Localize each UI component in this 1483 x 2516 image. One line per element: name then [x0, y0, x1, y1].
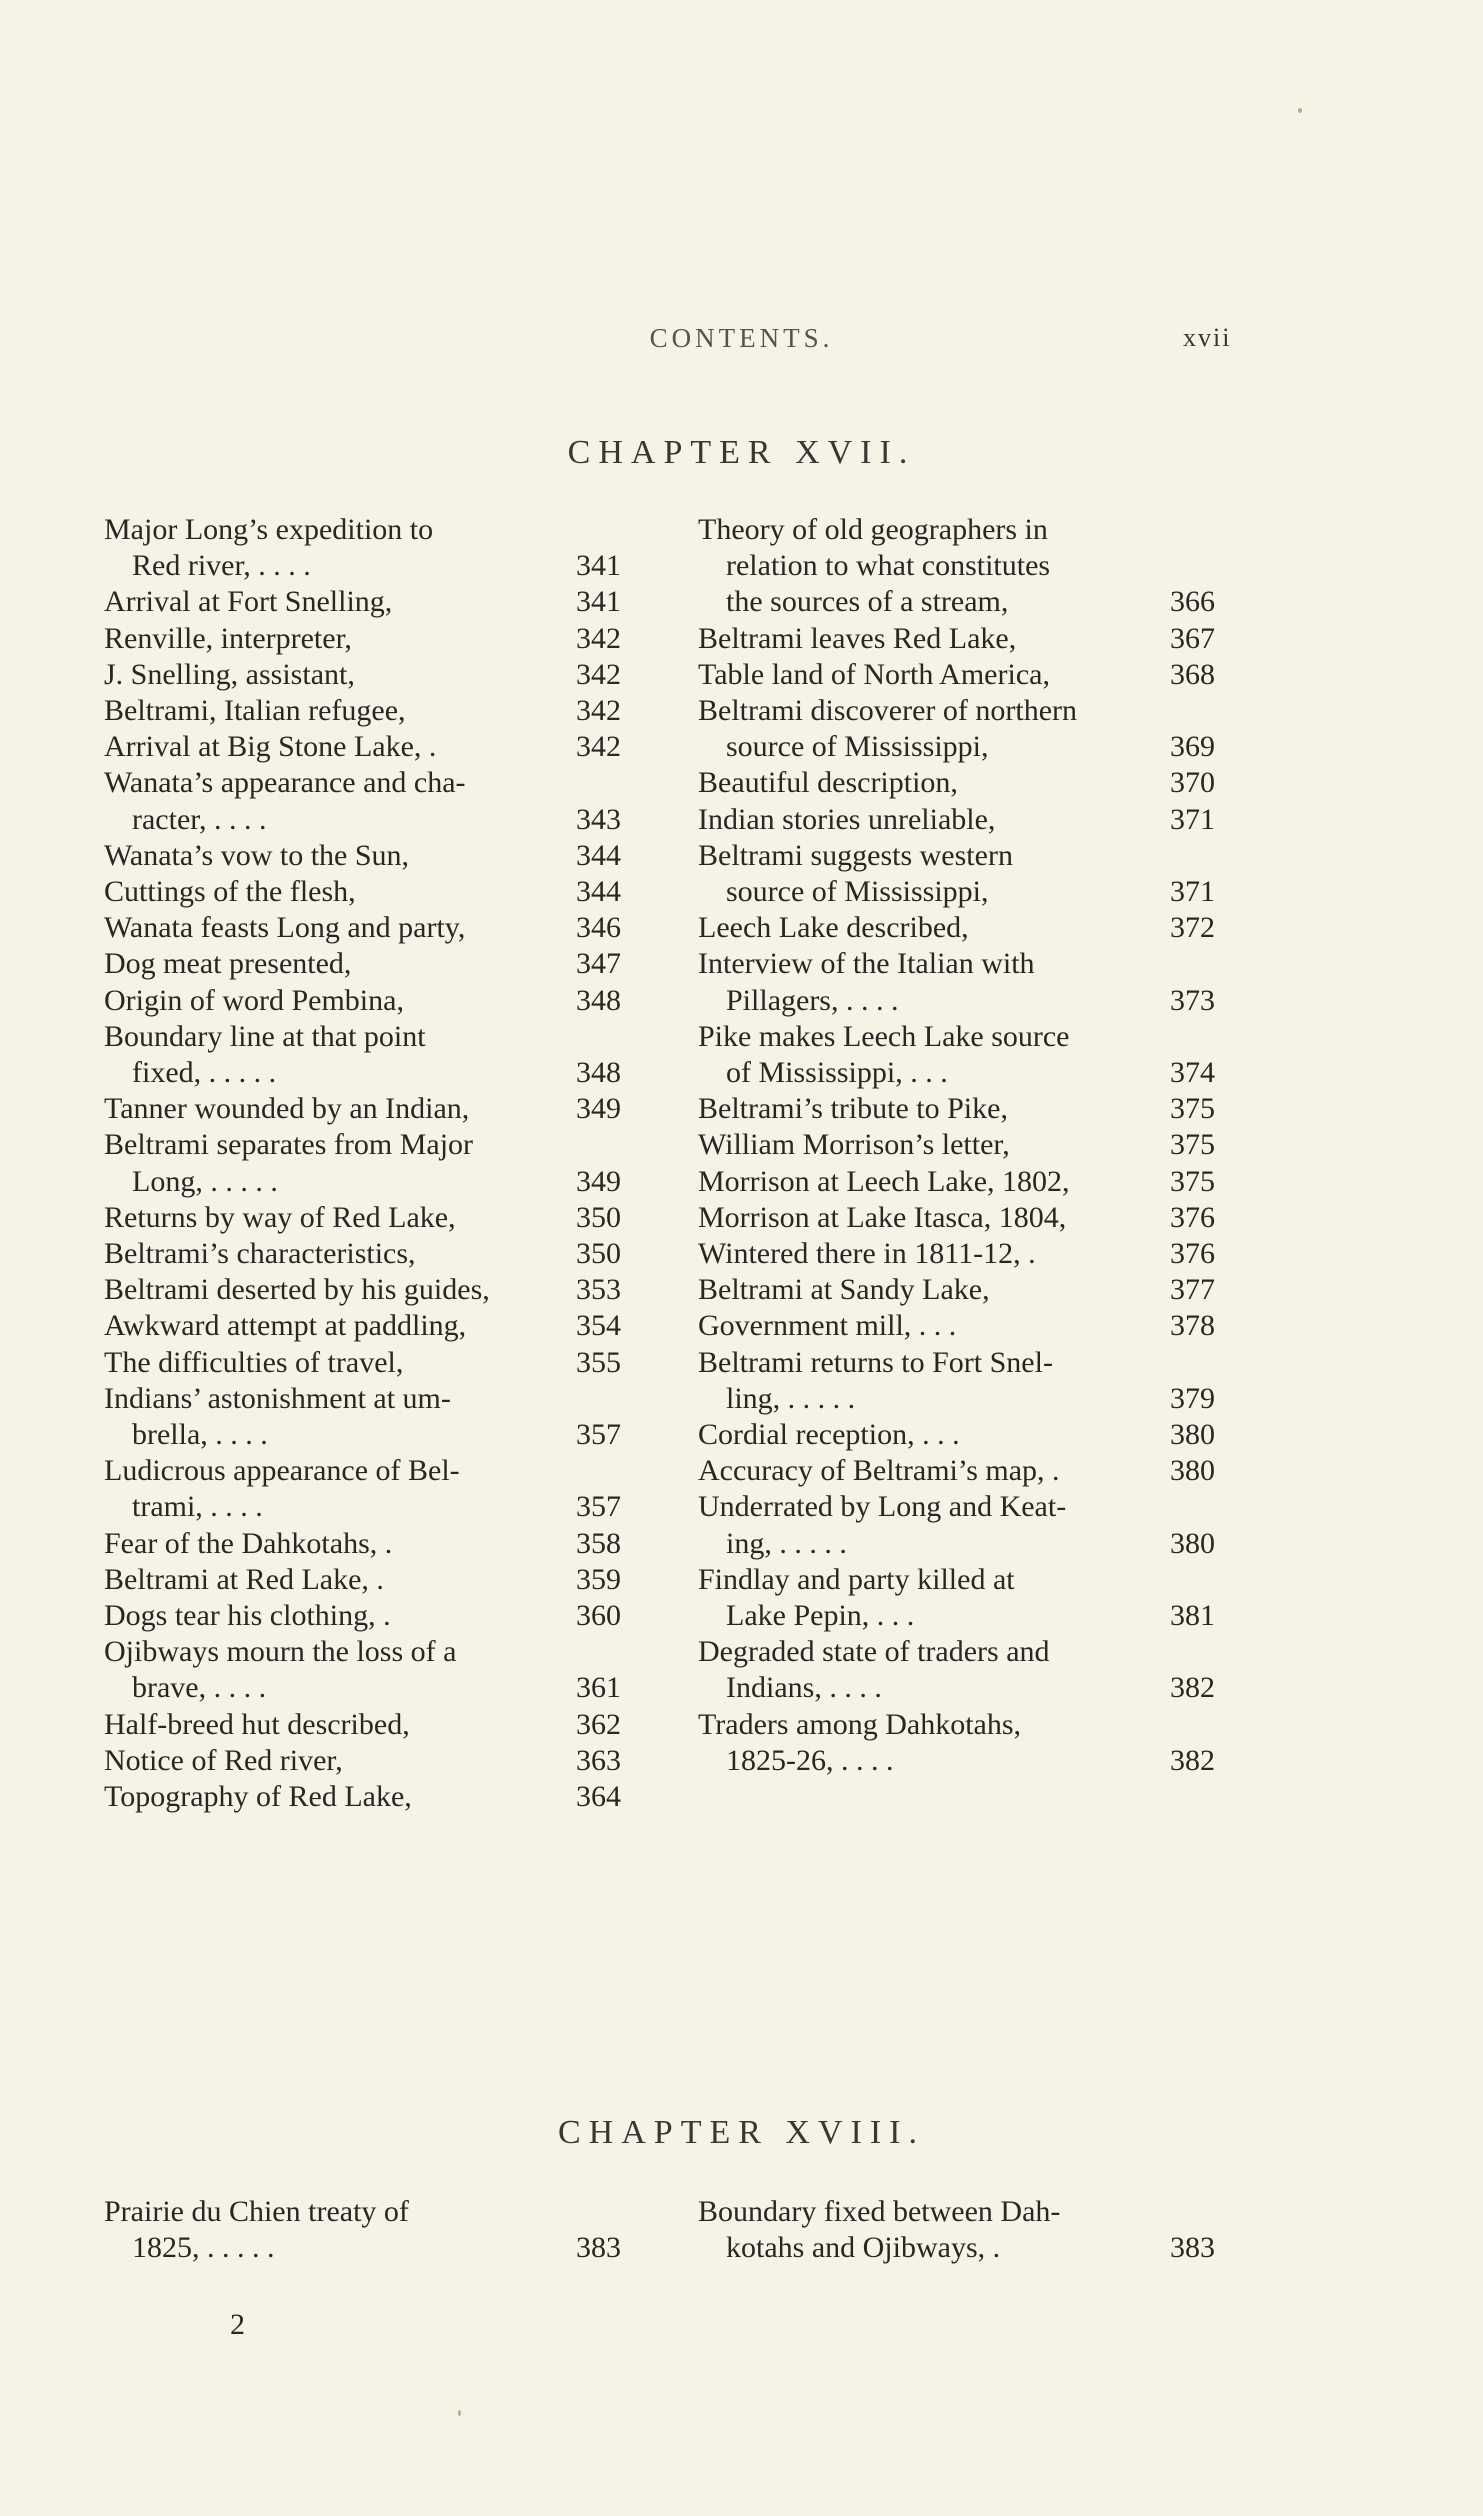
- toc-page-number: [1170, 1453, 1240, 1489]
- page-number-text: 347: [576, 947, 621, 981]
- toc-entry-text: Beltrami deserted by his guides,: [104, 1273, 490, 1307]
- toc-entry-line: [698, 946, 1164, 982]
- toc-entry-line: [104, 1743, 570, 1779]
- toc-entry-line: [698, 657, 1164, 693]
- toc-entry-line: [104, 693, 570, 729]
- toc-entry-text: Half-breed hut described,: [104, 1707, 410, 1741]
- toc-entry-line: [104, 1127, 570, 1163]
- toc-entry-line: [698, 1634, 1164, 1670]
- toc-entry-text: Indians’ astonishment at um-: [104, 1381, 451, 1415]
- toc-entry-text: Accuracy of Beltrami’s map, .: [698, 1454, 1060, 1488]
- toc-page-number: [576, 1236, 646, 1272]
- toc-page-number: [1170, 1200, 1240, 1236]
- toc-page-number: [1170, 1670, 1240, 1706]
- page-number-text: 371: [1170, 875, 1215, 908]
- toc-page-number: [576, 657, 646, 693]
- toc-entry-line: [698, 1707, 1164, 1743]
- toc-entry-line: [698, 512, 1164, 548]
- page-number-text: 376: [1170, 1237, 1215, 1270]
- toc-entry-line: [104, 910, 570, 946]
- toc-entry-text: Long, . . . . .: [132, 1164, 278, 1198]
- page-number-text: 353: [576, 1273, 621, 1307]
- toc-entry-line: [132, 1670, 570, 1706]
- toc-entry-text: J. Snelling, assistant,: [104, 657, 355, 691]
- toc-page-number: [1170, 910, 1240, 946]
- toc-entry-line: [104, 1381, 570, 1417]
- toc-entry-line: [132, 2230, 570, 2266]
- toc-page-number: [1170, 2230, 1240, 2266]
- toc-entry-text: racter, . . . .: [132, 802, 267, 836]
- toc-entry-text: fixed, . . . . .: [132, 1056, 277, 1089]
- toc-page-number: [1170, 657, 1240, 693]
- page-number-text: 346: [576, 911, 621, 945]
- toc-entry-line: [104, 1707, 570, 1743]
- toc-entry-line: [132, 548, 570, 584]
- toc-entry-line: [104, 1345, 570, 1381]
- toc-entry-text: Beautiful description,: [698, 766, 958, 800]
- toc-page-number: [576, 1562, 646, 1598]
- toc-page-number: [1170, 584, 1240, 620]
- toc-entry-text: brella, . . . .: [132, 1418, 268, 1451]
- toc-entry-line: [698, 1200, 1164, 1236]
- page-number-text: 382: [1170, 1671, 1215, 1705]
- toc-page-number: [1170, 802, 1240, 838]
- toc-entry-text: Traders among Dahkotahs,: [698, 1707, 1022, 1741]
- toc-entry-line: [104, 1091, 570, 1127]
- toc-page-number: [576, 1308, 646, 1344]
- toc-entry-text: Returns by way of Red Lake,: [104, 1200, 456, 1234]
- toc-entry-text: Beltrami at Red Lake, .: [104, 1562, 384, 1596]
- toc-page-number: [576, 1670, 646, 1706]
- toc-entry-text: Pike makes Leech Lake source: [698, 1019, 1070, 1053]
- toc-page-number: [576, 983, 646, 1019]
- toc-entry-line: [726, 1526, 1164, 1562]
- toc-page-number: [1170, 983, 1240, 1019]
- toc-page-number: [576, 1526, 646, 1562]
- page-number-text: 344: [576, 875, 621, 908]
- page-number-text: 371: [1170, 802, 1215, 836]
- toc-page-number: [1170, 874, 1240, 910]
- page-number-text: 358: [576, 1526, 621, 1560]
- page-number-text: 348: [576, 1056, 621, 1089]
- toc-entry-text: Beltrami returns to Fort Snel-: [698, 1345, 1053, 1379]
- toc-entry-text: of Mississippi, . . .: [726, 1056, 948, 1089]
- page-number-text: 382: [1170, 1743, 1215, 1777]
- toc-entry-text: Cordial reception, . . .: [698, 1418, 960, 1451]
- page-number-text: 350: [576, 1200, 621, 1234]
- toc-page-number: [1170, 1308, 1240, 1344]
- toc-page-number: [576, 1489, 646, 1525]
- toc-entry-line: [698, 1345, 1164, 1381]
- toc-entry-line: [726, 1055, 1164, 1091]
- toc-page-number: [1170, 1743, 1240, 1779]
- toc-entry-line: [698, 1489, 1164, 1525]
- page-number-text: 342: [576, 730, 621, 764]
- toc-entry-line: [698, 1453, 1164, 1489]
- page-number-text: 380: [1170, 1526, 1215, 1560]
- toc-entry-text: Dogs tear his clothing, .: [104, 1599, 391, 1632]
- toc-page-number: [576, 802, 646, 838]
- toc-page-number: [1170, 729, 1240, 765]
- toc-entry-line: [698, 1019, 1164, 1055]
- toc-entry-text: brave, . . . .: [132, 1671, 267, 1705]
- toc-entry-line: [726, 1743, 1164, 1779]
- toc-entry-line: [698, 1308, 1164, 1344]
- toc-page-number: [1170, 1236, 1240, 1272]
- toc-entry-text: source of Mississippi,: [726, 730, 989, 764]
- toc-entry-line: [698, 1236, 1164, 1272]
- toc-entry-text: Wanata’s appearance and cha-: [104, 766, 466, 800]
- toc-entry-line: [726, 584, 1164, 620]
- toc-entry-line: [132, 802, 570, 838]
- toc-entry-line: [698, 838, 1164, 874]
- toc-page-number: [576, 693, 646, 729]
- page-number-text: 344: [576, 838, 621, 872]
- toc-entry-line: [104, 1272, 570, 1308]
- signature-mark: 2: [230, 2308, 245, 2341]
- toc-entry-text: 1825, . . . . .: [132, 2231, 275, 2265]
- toc-entry-line: [104, 838, 570, 874]
- toc-entry-line: [104, 2194, 570, 2230]
- toc-entry-text: Indian stories unreliable,: [698, 802, 996, 836]
- page-number-text: 349: [576, 1092, 621, 1126]
- toc-page-number: [1170, 1417, 1240, 1453]
- toc-entry-text: Degraded state of traders and: [698, 1635, 1050, 1669]
- page-number-text: 368: [1170, 657, 1215, 691]
- toc-entry-text: The difficulties of travel,: [104, 1345, 404, 1379]
- toc-entry-line: [104, 1562, 570, 1598]
- page-number-text: 375: [1170, 1164, 1215, 1198]
- toc-entry-line: [104, 874, 570, 910]
- toc-entry-line: [726, 1670, 1164, 1706]
- toc-entry-line: [104, 1236, 570, 1272]
- toc-entry-text: Government mill, . . .: [698, 1309, 957, 1343]
- page-number-text: 363: [576, 1743, 621, 1777]
- toc-entry-line: [726, 983, 1164, 1019]
- toc-entry-line: [698, 1272, 1164, 1308]
- toc-entry-text: Cuttings of the flesh,: [104, 875, 356, 908]
- toc-entry-text: Leech Lake described,: [698, 911, 969, 945]
- toc-entry-line: [698, 1127, 1164, 1163]
- toc-page-number: [1170, 1055, 1240, 1091]
- page-number-text: 376: [1170, 1200, 1215, 1234]
- toc-page-number: [1170, 1526, 1240, 1562]
- toc-entry-text: Ludicrous appearance of Bel-: [104, 1454, 460, 1488]
- toc-entry-line: [698, 802, 1164, 838]
- toc-page-number: [576, 1417, 646, 1453]
- toc-page-number: [576, 729, 646, 765]
- page-number-text: 360: [576, 1599, 621, 1632]
- paper-speck: [1298, 108, 1302, 113]
- toc-entry-line: [104, 729, 570, 765]
- toc-entry-line: [104, 946, 570, 982]
- toc-entry-line: [132, 1055, 570, 1091]
- toc-page-number: [576, 1200, 646, 1236]
- toc-page-number: [1170, 1598, 1240, 1634]
- toc-entry-text: Red river, . . . .: [132, 549, 311, 583]
- toc-page-number: [576, 621, 646, 657]
- toc-entry-line: [104, 1453, 570, 1489]
- page-number-text: 354: [576, 1309, 621, 1343]
- toc-entry-text: source of Mississippi,: [726, 875, 989, 908]
- page-number-text: 366: [1170, 585, 1215, 619]
- toc-entry-text: Renville, interpreter,: [104, 621, 352, 655]
- toc-entry-line: [132, 1164, 570, 1200]
- toc-entry-text: Topography of Red Lake,: [104, 1780, 412, 1813]
- toc-entry-text: Theory of old geographers in: [698, 513, 1048, 546]
- toc-entry-text: Beltrami suggests western: [698, 838, 1013, 872]
- toc-entry-text: William Morrison’s letter,: [698, 1128, 1010, 1162]
- toc-page-number: [1170, 621, 1240, 657]
- page-number-text: 372: [1170, 911, 1215, 945]
- toc-entry-line: [726, 2230, 1164, 2266]
- toc-entry-line: [104, 1598, 570, 1634]
- toc-entry-text: Origin of word Pembina,: [104, 983, 404, 1017]
- paper-speck: [458, 2410, 461, 2416]
- toc-entry-text: Wanata feasts Long and party,: [104, 911, 466, 945]
- page-number-text: 380: [1170, 1454, 1215, 1488]
- toc-entry-text: Beltrami at Sandy Lake,: [698, 1273, 990, 1307]
- toc-entry-text: relation to what constitutes: [726, 549, 1051, 583]
- toc-page-number: [576, 838, 646, 874]
- toc-entry-line: [698, 765, 1164, 801]
- page-number-text: 341: [576, 549, 621, 583]
- toc-page-number: [576, 1707, 646, 1743]
- page-number-text: 373: [1170, 983, 1215, 1017]
- page-number-text: 378: [1170, 1309, 1215, 1343]
- page-number-text: 370: [1170, 766, 1215, 800]
- toc-entry-line: [104, 1019, 570, 1055]
- toc-entry-text: ling, . . . . .: [726, 1381, 856, 1415]
- toc-entry-line: [698, 1417, 1164, 1453]
- page-number-text: 374: [1170, 1056, 1215, 1089]
- toc-entry-text: Beltrami separates from Major: [104, 1128, 474, 1162]
- toc-page-number: [576, 1345, 646, 1381]
- toc-entry-text: Table land of North America,: [698, 657, 1050, 691]
- toc-entry-line: [698, 693, 1164, 729]
- page-number-text: 349: [576, 1164, 621, 1198]
- toc-entry-text: kotahs and Ojibways, .: [726, 2231, 1001, 2265]
- toc-entry-line: [132, 1417, 570, 1453]
- toc-entry-text: Fear of the Dahkotahs, .: [104, 1526, 393, 1560]
- toc-page-number: [576, 1779, 646, 1815]
- page-number-text: 381: [1170, 1599, 1215, 1632]
- page-folio: xvii: [1183, 323, 1232, 352]
- page-number-text: 375: [1170, 1092, 1215, 1126]
- toc-page-number: [1170, 1091, 1240, 1127]
- toc-page-number: [576, 1272, 646, 1308]
- page-number-text: 379: [1170, 1381, 1215, 1415]
- page-number-text: 342: [576, 657, 621, 691]
- toc-entry-text: Beltrami, Italian refugee,: [104, 694, 406, 727]
- page-number-text: 375: [1170, 1128, 1215, 1162]
- toc-entry-text: 1825-26, . . . .: [726, 1743, 894, 1777]
- toc-page-number: [576, 2230, 646, 2266]
- toc-page-number: [576, 548, 646, 584]
- toc-page-number: [1170, 1164, 1240, 1200]
- page-number-text: 343: [576, 802, 621, 836]
- toc-entry-line: [726, 1598, 1164, 1634]
- toc-entry-text: Notice of Red river,: [104, 1743, 343, 1777]
- page-number-text: 342: [576, 621, 621, 655]
- page-number-text: 364: [576, 1780, 621, 1813]
- toc-entry-text: Beltrami’s tribute to Pike,: [698, 1092, 1008, 1126]
- toc-entry-text: Arrival at Fort Snelling,: [104, 585, 393, 619]
- toc-entry-line: [726, 1381, 1164, 1417]
- toc-entry-text: the sources of a stream,: [726, 585, 1009, 619]
- page-number-text: 350: [576, 1237, 621, 1270]
- page-number-text: 377: [1170, 1273, 1215, 1307]
- toc-entry-text: trami, . . . .: [132, 1490, 263, 1524]
- toc-entry-line: [104, 584, 570, 620]
- toc-entry-text: Indians, . . . .: [726, 1671, 882, 1705]
- toc-entry-line: [698, 1164, 1164, 1200]
- toc-entry-line: [104, 1200, 570, 1236]
- toc-entry-text: Boundary line at that point: [104, 1019, 426, 1053]
- page-number-text: 357: [576, 1490, 621, 1524]
- page-number-text: 359: [576, 1562, 621, 1596]
- toc-entry-line: [104, 1779, 570, 1815]
- toc-entry-text: Morrison at Lake Itasca, 1804,: [698, 1200, 1067, 1234]
- toc-entry-line: [104, 1634, 570, 1670]
- toc-page-number: [576, 946, 646, 982]
- toc-entry-line: [698, 621, 1164, 657]
- toc-entry-text: Prairie du Chien treaty of: [104, 2195, 409, 2228]
- toc-entry-line: [698, 1091, 1164, 1127]
- toc-entry-line: [104, 621, 570, 657]
- toc-entry-text: Major Long’s expedition to: [104, 513, 434, 546]
- toc-entry-text: Findlay and party killed at: [698, 1562, 1015, 1596]
- toc-page-number: [576, 1091, 646, 1127]
- toc-entry-line: [104, 1308, 570, 1344]
- toc-entry-line: [104, 657, 570, 693]
- toc-page-number: [1170, 1127, 1240, 1163]
- toc-page-number: [1170, 1381, 1240, 1417]
- page-number-text: 367: [1170, 621, 1215, 655]
- toc-page-number: [576, 910, 646, 946]
- running-title: CONTENTS.: [649, 323, 834, 353]
- toc-entry-line: [104, 983, 570, 1019]
- page-number-text: 357: [576, 1418, 621, 1451]
- chapter-heading-18: CHAPTER XVIII.: [558, 2114, 925, 2151]
- page-number-text: 362: [576, 1707, 621, 1741]
- toc-page-number: [1170, 765, 1240, 801]
- toc-page-number: [576, 874, 646, 910]
- toc-entry-text: Boundary fixed between Dah-: [698, 2195, 1061, 2228]
- toc-entry-text: Interview of the Italian with: [698, 947, 1035, 981]
- toc-entry-line: [104, 765, 570, 801]
- toc-entry-text: Ojibways mourn the loss of a: [104, 1635, 457, 1669]
- toc-entry-text: Morrison at Leech Lake, 1802,: [698, 1164, 1070, 1198]
- toc-entry-text: Pillagers, . . . .: [726, 983, 899, 1017]
- toc-entry-text: Underrated by Long and Keat-: [698, 1490, 1067, 1524]
- toc-entry-text: Beltrami leaves Red Lake,: [698, 621, 1017, 655]
- page-number-text: 383: [1170, 2231, 1215, 2265]
- page-number-text: 361: [576, 1671, 621, 1705]
- toc-entry-text: Lake Pepin, . . .: [726, 1599, 915, 1632]
- toc-page-number: [1170, 1272, 1240, 1308]
- toc-entry-line: [104, 512, 570, 548]
- toc-page-number: [576, 1743, 646, 1779]
- toc-entry-line: [726, 548, 1164, 584]
- toc-entry-text: Arrival at Big Stone Lake, .: [104, 730, 437, 764]
- toc-entry-line: [698, 1562, 1164, 1598]
- page-number-text: 355: [576, 1345, 621, 1379]
- toc-entry-line: [698, 910, 1164, 946]
- page-number-text: 348: [576, 983, 621, 1017]
- page-number-text: 369: [1170, 730, 1215, 764]
- page-number-text: 380: [1170, 1418, 1215, 1451]
- toc-entry-line: [104, 1526, 570, 1562]
- toc-page-number: [576, 1055, 646, 1091]
- toc-page-number: [576, 1598, 646, 1634]
- toc-entry-text: Tanner wounded by an Indian,: [104, 1092, 470, 1126]
- toc-entry-text: Beltrami’s characteristics,: [104, 1237, 416, 1270]
- toc-entry-text: Wintered there in 1811-12, .: [698, 1237, 1036, 1270]
- toc-entry-text: Dog meat presented,: [104, 947, 352, 981]
- toc-page-number: [576, 1164, 646, 1200]
- toc-page-number: [576, 584, 646, 620]
- toc-entry-text: ing, . . . . .: [726, 1526, 847, 1560]
- page-number-text: 342: [576, 694, 621, 727]
- chapter-heading-17: CHAPTER XVII.: [567, 434, 916, 471]
- toc-entry-text: Wanata’s vow to the Sun,: [104, 838, 410, 872]
- page-number-text: 341: [576, 585, 621, 619]
- toc-entry-line: [698, 2194, 1164, 2230]
- page-number-text: 383: [576, 2231, 621, 2265]
- toc-entry-text: Awkward attempt at paddling,: [104, 1309, 467, 1343]
- toc-entry-line: [726, 874, 1164, 910]
- toc-entry-line: [132, 1489, 570, 1525]
- toc-entry-text: Beltrami discoverer of northern: [698, 694, 1078, 727]
- toc-entry-line: [726, 729, 1164, 765]
